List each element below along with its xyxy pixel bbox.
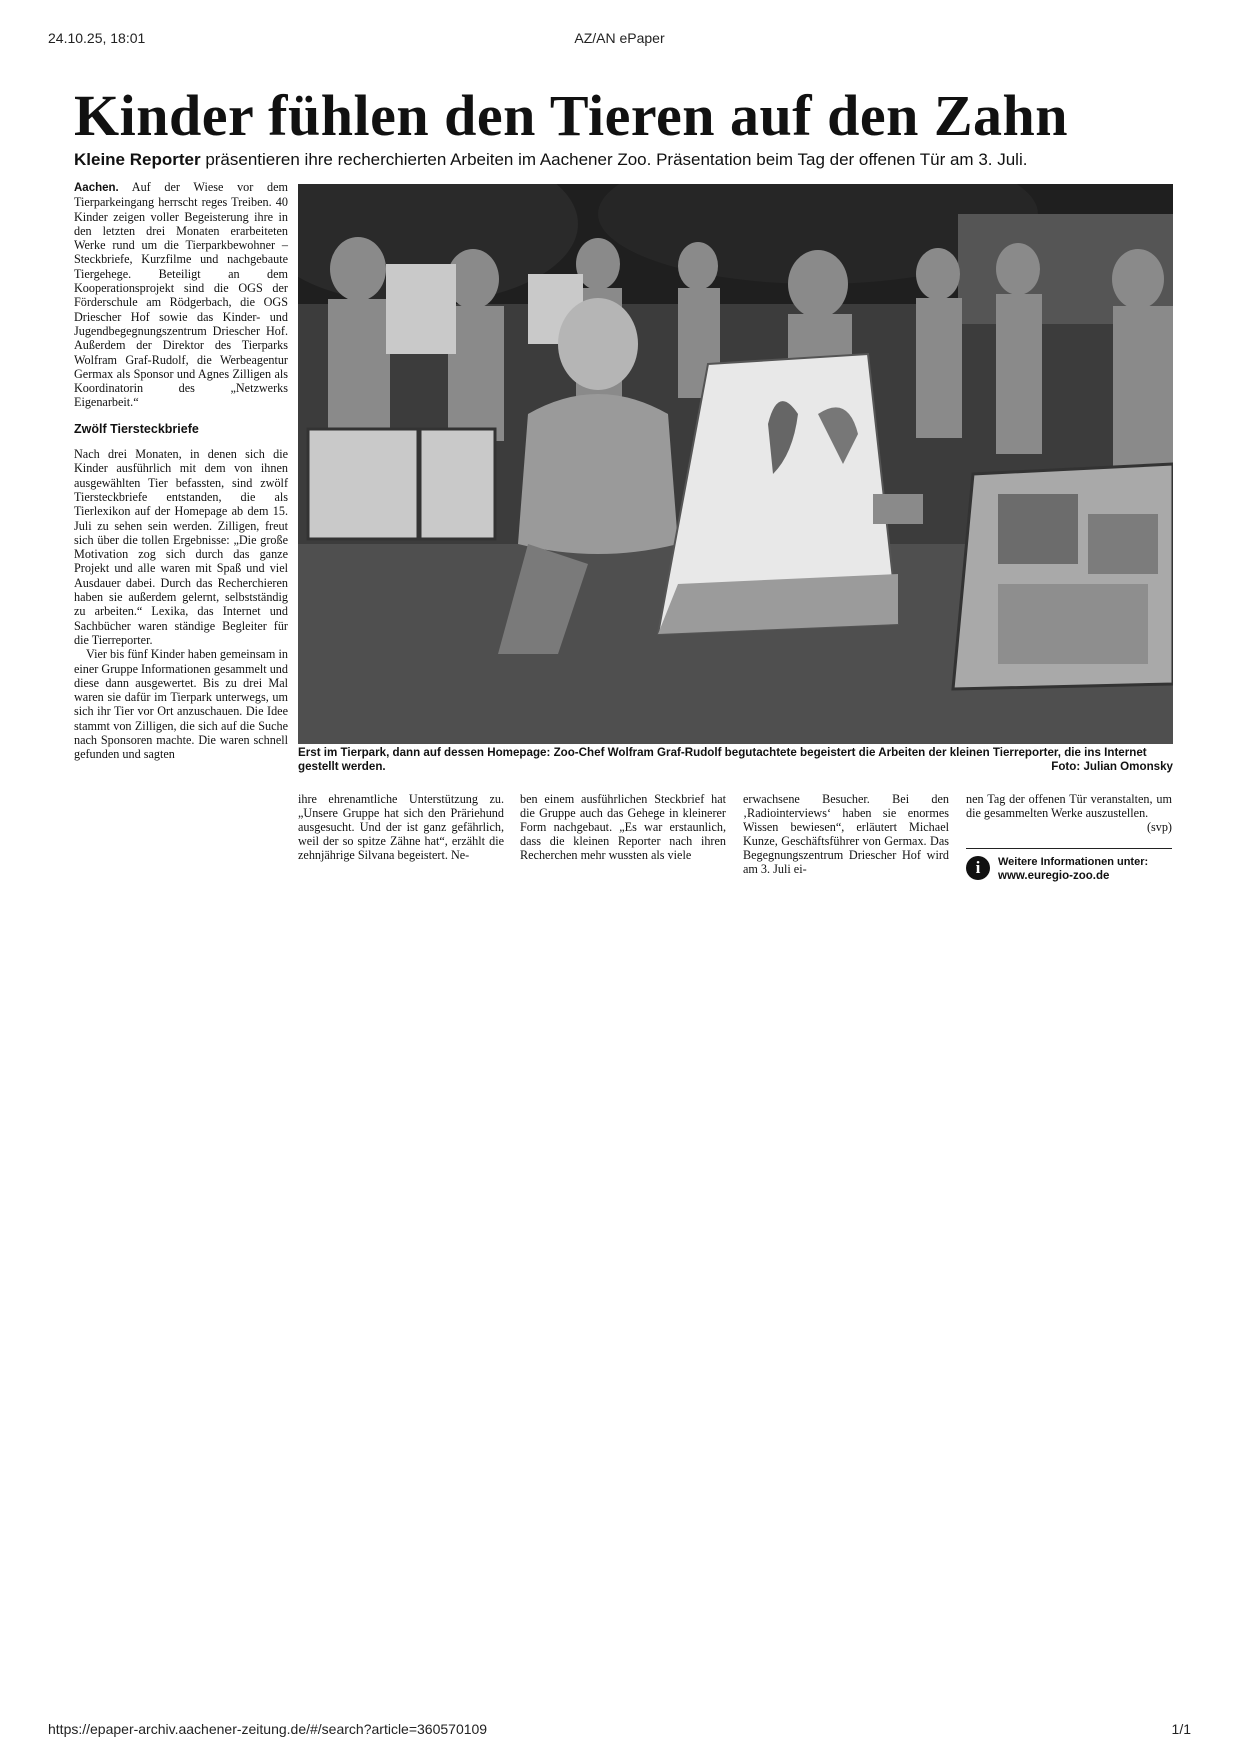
article-intro-text: Auf der Wiese vor dem Tierparkeingang herrscht reges Treiben. 40 Kinder zeigen voller Begeisterung ihre in den letzten drei Monaten erarbeiteten Werke rund um die Tierparkbewohner – Steckbriefe, Kurzfilme und nachgebaute Tiergehege. Beteiligt an dem Kooperationsprojekt sind die OGS der Förderschule am Rödgerbach, die OGS Driescher Hof sowie das Kinder- und Jugendbegegnungszentrum Driescher Hof. Außerdem der Direktor des Tierparks Wolfram Graf-Rudolf, die Werbeagentur Germax als Sponsor und Agnes Zilligen als Koordinatorin des „Netzwerks Eigenarbeit.“ <box>74 180 288 410</box>
article-column-5 <box>966 792 1172 882</box>
print-url[interactable]: https://epaper-archiv.aachener-zeitung.de/#/search?article=360570109 <box>48 1721 488 1737</box>
article-column-3 <box>520 792 726 862</box>
article-paragraph <box>966 792 1172 834</box>
author-signature: (svp) <box>1146 820 1172 834</box>
article-paragraph: Vier bis fünf Kinder haben gemeinsam in einer Gruppe Informationen gesammelt und diese dann ausgewertet. Bis zu drei Mal waren sie dafür im Tierpark unterwegs, um sich ihr Tier vor Ort anzuschauen. Die Idee stammt von Zilligen, die sich auf die Suche nach Sponsoren machte. Die waren schnell gefunden und sagten <box>74 647 288 762</box>
article-column-left <box>74 180 288 762</box>
article-column-4 <box>743 792 949 876</box>
article-photo <box>298 184 1173 744</box>
article-subline <box>74 148 1174 172</box>
print-header <box>48 30 1191 50</box>
article-headline: Kinder fühlen den Tieren auf den Zahn <box>74 83 1069 148</box>
subline-rest: präsentieren ihre recherchierten Arbeiten im Aachener Zoo. Präsentation beim Tag der offenen Tür am 3. Juli. <box>200 150 1028 169</box>
info-icon: i <box>966 856 990 880</box>
article-paragraph: ben einem ausführlichen Steckbrief hat die Gruppe auch das Gehege in kleinerer Form nachgebaut. „Es war erstaunlich, dass die kleinen Reporter nach ihren Recherchen mehr wussten als viele <box>520 792 726 862</box>
print-title: AZ/AN ePaper <box>574 30 665 46</box>
newspaper-article <box>72 80 1176 890</box>
subline-lead: Kleine Reporter <box>74 150 201 169</box>
print-footer <box>48 1721 1191 1741</box>
article-paragraph: erwachsene Besucher. Bei den ‚Radiointerviews‘ haben sie enormes Wissen bewiesen“, erläutert Michael Kunze, Geschäftsführer von Germax. Das Begegnungszentrum Driescher Hof wird am 3. Juli ei- <box>743 792 949 876</box>
article-paragraph: Nach drei Monaten, in denen sich die Kinder ausführlich mit dem von ihnen ausgewählten Tier befassten, sind zwölf Tiersteckbriefe entstanden, die als Tierlexikon auf der Homepage ab dem 15. Juli zu sehen sein werden. Zilligen, freut sich über die tollen Ergebnisse: „Die große Motivation zog sich durch das ganze Projekt und alle waren mit Spaß und viel Ausdauer dabei. Durch das Recherchieren haben sie außerdem gelernt, selbstständig zu arbeiten.“ Lexika, das Internet und Sachbücher waren ständige Begleiter für die Tierreporter. <box>74 447 288 647</box>
caption-text: Erst im Tierpark, dann auf dessen Homepage: Zoo-Chef Wolfram Graf-Rudolf begutachtete begeistert die Arbeiten der kleinen Tierreporter, die ins Internet gestellt werden. <box>298 746 1147 773</box>
page-number: 1/1 <box>1171 1721 1191 1737</box>
info-link[interactable]: www.euregio-zoo.de <box>998 870 1110 882</box>
article-subhead: Zwölf Tiersteckbriefe <box>74 421 199 436</box>
article-column-2 <box>298 792 504 862</box>
photo-credit: Foto: Julian Omonsky <box>1051 760 1173 773</box>
photo-illustration <box>298 184 1173 744</box>
info-label: Weitere Informationen unter: <box>998 856 1149 868</box>
article-paragraph: ihre ehrenamtliche Unterstützung zu. „Unsere Gruppe hat sich den Präriehund ausgesucht. Und der ist ganz gefährlich, weil der so spitze Zähne hat“, erzählt die zehnjährige Silvana begeistert. Ne- <box>298 792 504 862</box>
photo-caption <box>298 746 1173 774</box>
print-timestamp: 24.10.25, 18:01 <box>48 30 146 46</box>
info-box <box>966 848 1172 882</box>
article-intro <box>74 180 288 410</box>
article-paragraph-text: nen Tag der offenen Tür veranstalten, um die gesammelten Werke auszustellen. <box>966 792 1172 820</box>
article-dateline: Aachen. <box>74 182 119 194</box>
